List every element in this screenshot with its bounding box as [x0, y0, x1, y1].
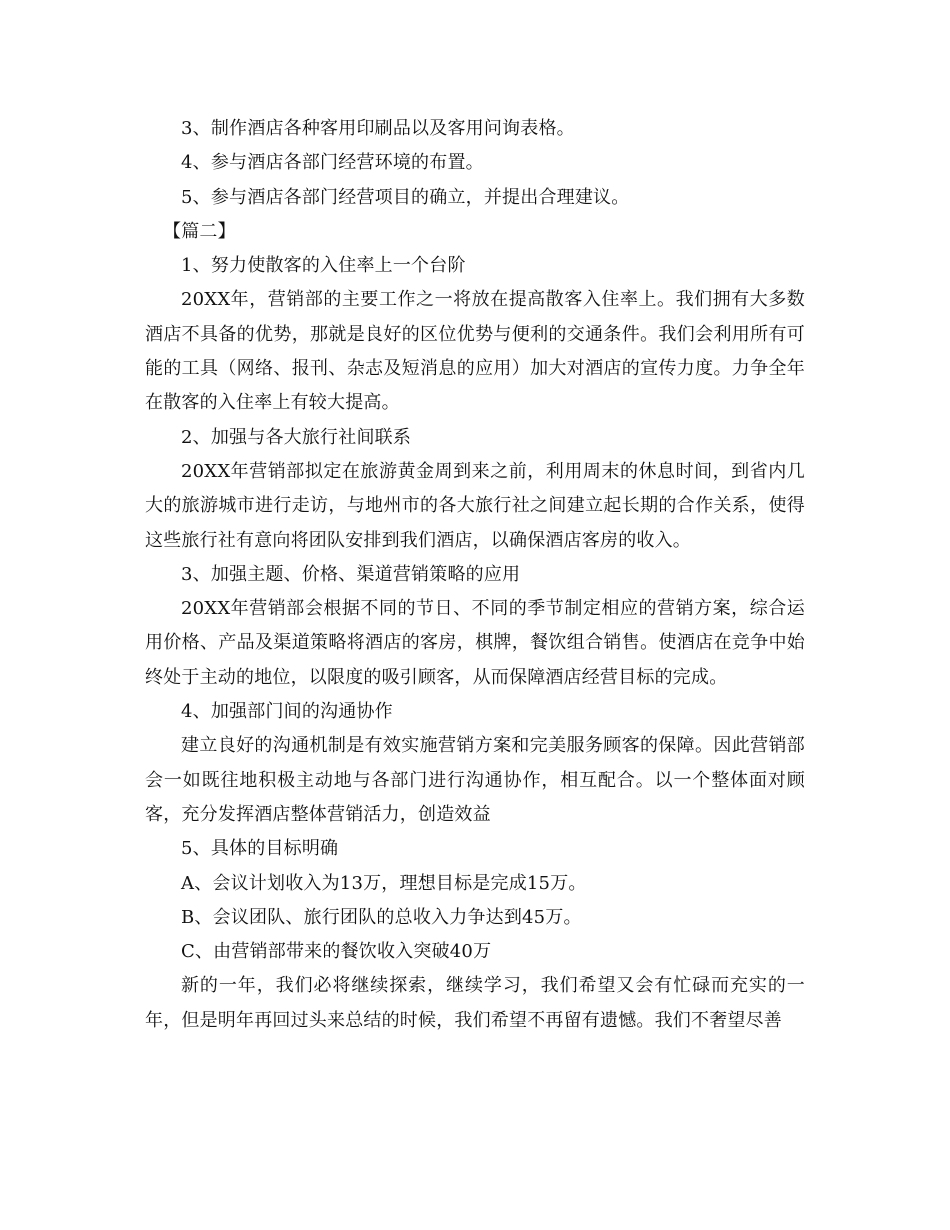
subheading-4: 4、加强部门间的沟通协作: [181, 701, 393, 723]
paragraph-2: 20XX年营销部拟定在旅游黄金周到来之前，利用周末的休息时间，到省内几大的旅游城市进行走访，与地州市的各大旅行社之间建立起长期的合作关系，使得这些旅行社有意向将团队安排到我们酒店，以确保酒店客房的收入。: [145, 460, 805, 551]
list-item: 4、参与酒店各部门经营环境的布置。: [181, 152, 484, 174]
target-item: A、会议计划收入为13万，理想目标是完成15万。: [181, 872, 587, 894]
section-title: 【篇二】: [163, 220, 236, 242]
list-item: 3、制作酒店各种客用印刷品以及客用问询表格。: [181, 118, 575, 139]
paragraph-3: 20XX年营销部会根据不同的节日、不同的季节制定相应的营销方案，综合运用价格、产品及渠道策略将酒店的客房，棋牌，餐饮组合销售。使酒店在竞争中始终处于主动的地位，以限度的吸引顾客，从而保障酒店经营目标的完成。: [145, 598, 805, 688]
paragraph-1: 20XX年，营销部的主要工作之一将放在提高散客入住率上。我们拥有大多数酒店不具备的优势，那就是良好的区位优势与便利的交通条件。我们会利用所有可能的工具（网络、报刊、杂志及短消息的应用）加大对酒店的宣传力度。力争全年在散客的入住率上有较大提高。: [145, 289, 805, 414]
closing-paragraph: 新的一年，我们必将继续探索，继续学习，我们希望又会有忙碌而充实的一年，但是明年再回过头来总结的时候，我们希望不再留有遗憾。我们不奢望尽善: [145, 975, 805, 1031]
subheading-5: 5、具体的目标明确: [181, 838, 339, 860]
paragraph-4: 建立良好的沟通机制是有效实施营销方案和完美服务顾客的保障。因此营销部会一如既往地积极主动地与各部门进行沟通协作，相互配合。以一个整体面对顾客，充分发挥酒店整体营销活力，创造效益: [145, 735, 805, 825]
list-item: 5、参与酒店各部门经营项目的确立，并提出合理建议。: [181, 186, 630, 208]
subheading-1: 1、努力使散客的入住率上一个台阶: [181, 255, 466, 277]
document-body: [145, 112, 805, 1038]
target-item: B、会议团队、旅行团队的总收入力争达到45万。: [181, 906, 582, 928]
subheading-3: 3、加强主题、价格、渠道营销策略的应用: [181, 563, 521, 585]
target-item: C、由营销部带来的餐饮收入突破40万: [181, 941, 492, 963]
subheading-2: 2、加强与各大旅行社间联系: [181, 426, 412, 448]
